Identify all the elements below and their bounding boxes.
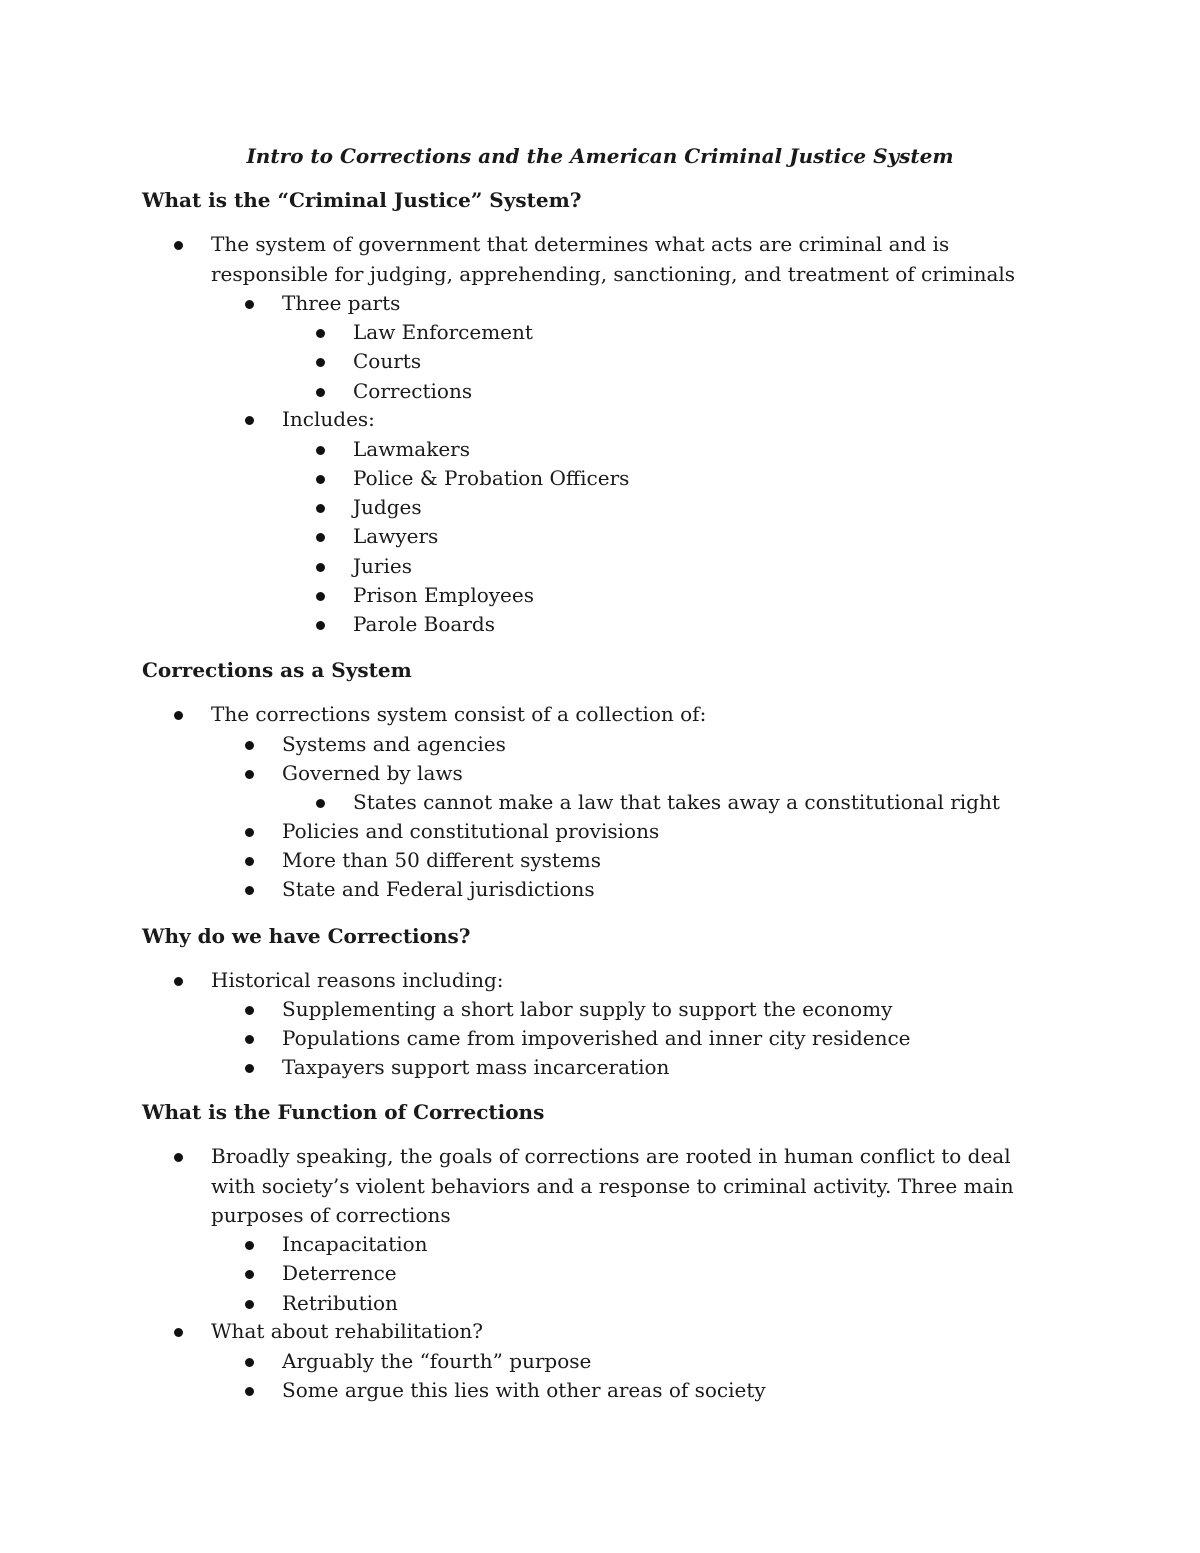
list-item: Three parts	[282, 289, 1062, 319]
list-item: Systems and agencies	[282, 730, 1062, 760]
list-item: The corrections system consist of a collection of:	[211, 700, 1051, 730]
list-item: Arguably the “fourth” purpose	[282, 1347, 1062, 1377]
list-item: Policies and constitutional provisions	[282, 817, 1062, 847]
list-item: Corrections	[353, 377, 1073, 407]
bullet-icon	[245, 886, 254, 895]
list-item: Some argue this lies with other areas of society	[282, 1376, 1062, 1406]
bullet-icon	[245, 828, 254, 837]
section-heading-why-corrections: Why do we have Corrections?	[142, 924, 471, 948]
list-item: Incapacitation	[282, 1230, 1062, 1260]
list-item: Police & Probation Officers	[353, 464, 1073, 494]
list-item: Prison Employees	[353, 581, 1073, 611]
bullet-icon	[245, 1358, 254, 1367]
bullet-icon	[245, 1064, 254, 1073]
list-item: Historical reasons including:	[211, 966, 1051, 996]
bullet-icon	[316, 563, 325, 572]
bullet-icon	[316, 358, 325, 367]
list-item: Judges	[353, 493, 1073, 523]
section-heading-criminal-justice-system: What is the “Criminal Justice” System?	[142, 188, 582, 212]
bullet-icon	[245, 1241, 254, 1250]
list-item: Supplementing a short labor supply to support the economy	[282, 995, 1062, 1025]
list-item: Includes:	[282, 405, 1062, 435]
bullet-icon	[316, 621, 325, 630]
bullet-icon	[316, 475, 325, 484]
bullet-icon	[245, 1270, 254, 1279]
list-item: Lawyers	[353, 522, 1073, 552]
list-item: Populations came from impoverished and inner city residence	[282, 1024, 1062, 1054]
section-heading-corrections-as-system: Corrections as a System	[142, 658, 412, 682]
bullet-icon	[174, 241, 183, 250]
list-item: Juries	[353, 552, 1073, 582]
list-item: More than 50 different systems	[282, 846, 1062, 876]
bullet-icon	[174, 977, 183, 986]
bullet-icon	[174, 711, 183, 720]
list-item: Taxpayers support mass incarceration	[282, 1053, 1062, 1083]
bullet-icon	[174, 1328, 183, 1337]
section-heading-function-of-corrections: What is the Function of Corrections	[142, 1100, 545, 1124]
bullet-icon	[174, 1153, 183, 1162]
bullet-icon	[316, 329, 325, 338]
bullet-icon	[245, 1300, 254, 1309]
list-item: Courts	[353, 347, 1073, 377]
bullet-icon	[316, 388, 325, 397]
list-item: Governed by laws	[282, 759, 1062, 789]
bullet-icon	[245, 300, 254, 309]
list-item: Law Enforcement	[353, 318, 1073, 348]
list-item: States cannot make a law that takes away a constitutional right	[353, 788, 1073, 818]
bullet-icon	[316, 533, 325, 542]
bullet-icon	[316, 592, 325, 601]
bullet-icon	[245, 741, 254, 750]
list-item: The system of government that determines what acts are criminal and is responsible for judging, apprehending, sanctioning, and treatment of criminals	[211, 230, 1051, 289]
list-item: Retribution	[282, 1289, 1062, 1319]
bullet-icon	[245, 770, 254, 779]
list-item: Broadly speaking, the goals of corrections are rooted in human conflict to deal with society’s violent behaviors and a response to criminal activity. Three main purposes of corrections	[211, 1142, 1051, 1231]
list-item: Lawmakers	[353, 435, 1073, 465]
document-title: Intro to Corrections and the American Criminal Justice System	[246, 144, 954, 168]
bullet-icon	[316, 799, 325, 808]
list-item: What about rehabilitation?	[211, 1317, 1051, 1347]
list-item: Deterrence	[282, 1259, 1062, 1289]
bullet-icon	[316, 446, 325, 455]
bullet-icon	[316, 504, 325, 513]
bullet-icon	[245, 1387, 254, 1396]
bullet-icon	[245, 1035, 254, 1044]
list-item: State and Federal jurisdictions	[282, 875, 1062, 905]
bullet-icon	[245, 857, 254, 866]
list-item: Parole Boards	[353, 610, 1073, 640]
bullet-icon	[245, 1006, 254, 1015]
bullet-icon	[245, 416, 254, 425]
